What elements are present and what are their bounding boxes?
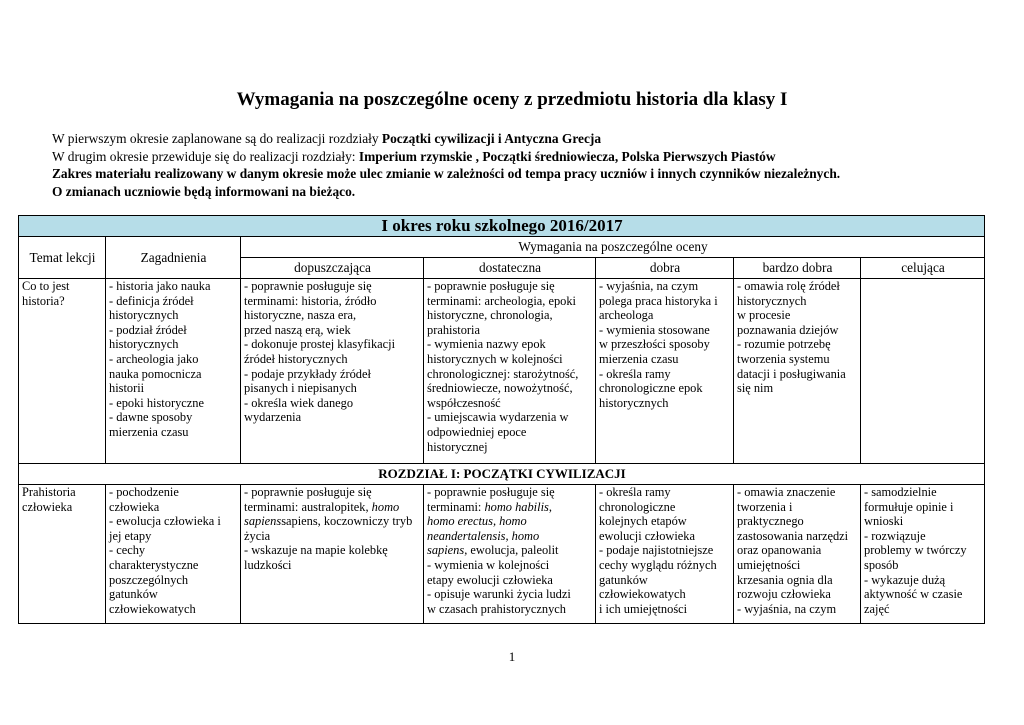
cell-line: praktycznego — [737, 514, 804, 529]
issues-cell — [106, 485, 241, 624]
intro-line-1: W pierwszym okresie zaplanowane są do realizacji rozdziały Początki cywilizacji i Antyczna Grecja — [52, 131, 602, 146]
cell-line: - samodzielnie — [864, 485, 937, 499]
cell-line: poszczególnych — [109, 572, 189, 587]
period-title: I okres roku szkolnego 2016/2017 — [19, 216, 985, 237]
cell-line: sapiens, ewolucja, paleolit — [427, 543, 559, 558]
cell-line: - wykazuje dużą — [864, 572, 946, 587]
cell-line: aktywność w czasie — [864, 587, 963, 602]
cell-line: - wskazuje na mapie kolebkę — [244, 543, 388, 558]
grade-cell-dopuszczajaca — [241, 485, 424, 624]
cell-line: - ewolucja człowieka i — [109, 514, 221, 529]
cell-line: - określa ramy — [599, 366, 671, 381]
cell-line: tworzenia i — [737, 499, 793, 514]
cell-line: w procesie — [737, 308, 791, 323]
grade-header: celująca — [861, 258, 985, 279]
grade-cell-celujaca — [861, 279, 985, 464]
topic-cell — [19, 485, 106, 624]
cell-line: sposób — [864, 557, 899, 572]
cell-line: historyczne, nasza era, — [244, 308, 357, 323]
period-header-row — [19, 216, 985, 237]
cell-line: - dokonuje prostej klasyfikacji — [244, 337, 396, 352]
header-row-1 — [19, 237, 985, 258]
cell-line: - epoki historyczne — [109, 395, 204, 410]
cell-line: człowiekowatych — [599, 587, 686, 602]
cell-line: charakterystyczne — [109, 557, 199, 572]
cell-line: historycznych — [109, 337, 179, 352]
intro-line-2: W drugim okresie przewiduje się do realizacji rozdziały: Imperium rzymskie , Początki średniowiecza, Polska Pierwszych Piastów — [52, 148, 776, 164]
cell-line: - omawia znaczenie — [737, 485, 836, 499]
cell-line: rozwoju człowieka — [737, 587, 831, 602]
cell-line: ewolucji człowieka — [599, 528, 695, 543]
table-row — [19, 279, 985, 464]
cell-line: historycznych w kolejności — [427, 351, 563, 366]
cell-line: polega praca historyka i — [599, 293, 718, 308]
grade-cell-dobra — [596, 485, 734, 624]
grade-header: dobra — [596, 258, 734, 279]
cell-line: historycznych — [599, 395, 669, 410]
cell-line: historyczne, chronologia, — [427, 308, 553, 323]
topic-cell — [19, 279, 106, 464]
intro-line-3: Zakres materiału realizowany w danym okresie może ulec zmianie w zależności od tempa pracy uczniów i innych czynników niezależnych. — [52, 166, 841, 181]
cell-line: - rozwiązuje — [864, 528, 926, 543]
cell-line: tworzenia systemu — [737, 351, 830, 366]
grade-cell-bardzo-dobra — [734, 485, 861, 624]
cell-line: pisanych i niepisanych — [244, 381, 357, 396]
cell-line: krzesania ognia dla — [737, 572, 833, 587]
cell-line: - wymienia w kolejności — [427, 557, 550, 572]
cell-line: historii — [109, 381, 145, 396]
cell-line: - wyjaśnia, na czym — [737, 601, 837, 616]
cell-line: - rozumie potrzebę — [737, 337, 831, 352]
cell-line: - podział źródeł — [109, 322, 187, 337]
cell-line: chronologiczne — [599, 499, 676, 514]
cell-line: człowieka — [109, 499, 160, 514]
intro-line-4: O zmianach uczniowie będą informowani na bieżąco. — [52, 183, 356, 199]
cell-line: neandertalensis, homo — [427, 528, 540, 543]
cell-line: - określa ramy — [599, 485, 671, 499]
grade-header: dopuszczająca — [241, 258, 424, 279]
cell-line: ludzkości — [244, 557, 292, 572]
cell-line: jej etapy — [109, 528, 152, 543]
intro-text — [52, 130, 992, 200]
cell-line: wydarzenia — [244, 410, 302, 425]
requirements-table — [18, 215, 985, 624]
cell-line: - podaje najistotniejsze — [599, 543, 714, 558]
cell-line: - pochodzenie — [109, 485, 179, 499]
cell-line: poznawania dziejów — [737, 322, 839, 337]
cell-line: historycznej — [427, 439, 488, 454]
cell-line: i ich umiejętności — [599, 601, 688, 616]
cell-line: mierzenia czasu — [109, 424, 189, 439]
cell-line: odpowiedniej epoce — [427, 424, 527, 439]
grade-cell-celujaca — [861, 485, 985, 624]
cell-line: współczesność — [427, 395, 501, 410]
cell-line: historycznych — [109, 308, 179, 323]
cell-line: kolejnych etapów — [599, 514, 687, 529]
cell-line: historycznych — [737, 293, 807, 308]
grade-cell-dostateczna — [424, 279, 596, 464]
cell-line: - poprawnie posługuje się — [244, 485, 372, 499]
grade-cell-dobra — [596, 279, 734, 464]
cell-line: - archeologia jako — [109, 351, 199, 366]
cell-line: chronologiczne epok — [599, 381, 703, 396]
cell-line: terminami: homo habilis, — [427, 499, 552, 514]
cell-line: terminami: australopitek, homo — [244, 499, 400, 514]
cell-line: problemy w twórczy — [864, 543, 967, 558]
cell-line: - wymienia stosowane — [599, 322, 710, 337]
cell-line: datacji i posługiwania — [737, 366, 846, 381]
col-header-issues: Zagadnienia — [106, 237, 241, 279]
cell-line: chronologicznej: starożytność, — [427, 366, 579, 381]
page-number: 1 — [508, 649, 516, 664]
cell-line: - umiejscawia wydarzenia w — [427, 410, 569, 425]
page-title: Wymagania na poszczególne oceny z przedmiotu historia dla klasy I — [236, 89, 788, 110]
cell-line: oraz opanowania — [737, 543, 822, 558]
col-header-topic: Temat lekcji — [19, 237, 106, 279]
col-header-requirements: Wymagania na poszczególne oceny — [241, 237, 985, 258]
cell-line: - wymienia nazwy epok — [427, 337, 546, 352]
cell-line: człowieka — [22, 499, 73, 514]
table-row — [19, 485, 985, 624]
cell-line: się nim — [737, 381, 774, 396]
cell-line: gatunków — [109, 587, 158, 602]
grade-cell-bardzo-dobra — [734, 279, 861, 464]
cell-line: terminami: archeologia, epoki — [427, 293, 576, 308]
cell-line: wnioski — [864, 514, 904, 529]
cell-line: - dawne sposoby — [109, 410, 193, 425]
cell-line: - historia jako nauka — [109, 279, 211, 293]
grade-header: dostateczna — [424, 258, 596, 279]
cell-line: zastosowania narzędzi — [737, 528, 849, 543]
cell-line: - opisuje warunki życia ludzi — [427, 587, 571, 602]
cell-line: archeologa — [599, 308, 654, 323]
chapter-title: ROZDZIAŁ I: POCZĄTKI CYWILIZACJI — [19, 464, 985, 485]
cell-line: w czasach prahistorycznych — [427, 601, 566, 616]
cell-line: - poprawnie posługuje się — [427, 485, 555, 499]
cell-line: Prahistoria — [22, 485, 76, 499]
cell-line: w przeszłości sposoby — [599, 337, 710, 352]
cell-line: formułuje opinie i — [864, 499, 954, 514]
cell-line: mierzenia czasu — [599, 351, 679, 366]
cell-line: - cechy — [109, 543, 146, 558]
cell-line: prahistoria — [427, 322, 480, 337]
cell-line: przed naszą erą, wiek — [244, 322, 351, 337]
cell-line: źródeł historycznych — [244, 351, 348, 366]
cell-line: średniowiecze, nowożytność, — [427, 381, 573, 396]
cell-line: etapy ewolucji człowieka — [427, 572, 553, 587]
cell-line: - omawia rolę źródeł — [737, 279, 840, 293]
cell-line: sapienssapiens, koczowniczy tryb — [244, 514, 413, 529]
grade-cell-dopuszczajaca — [241, 279, 424, 464]
cell-line: - definicja źródeł — [109, 293, 194, 308]
cell-line: Co to jest — [22, 279, 70, 293]
cell-line: życia — [244, 528, 271, 543]
cell-line: - określa wiek danego — [244, 395, 354, 410]
cell-line: - poprawnie posługuje się — [427, 279, 555, 293]
cell-line: człowiekowatych — [109, 601, 196, 616]
cell-line: historia? — [22, 293, 65, 308]
cell-line: gatunków — [599, 572, 648, 587]
cell-line: - podaje przykłady źródeł — [244, 366, 371, 381]
cell-line: homo erectus, homo — [427, 514, 527, 529]
cell-line: cechy wyglądu różnych — [599, 557, 717, 572]
issues-cell — [106, 279, 241, 464]
cell-line: - poprawnie posługuje się — [244, 279, 372, 293]
cell-line: zajęć — [864, 601, 890, 616]
grade-header: bardzo dobra — [734, 258, 861, 279]
cell-line: terminami: historia, źródło — [244, 293, 377, 308]
cell-line: nauka pomocnicza — [109, 366, 202, 381]
chapter-row — [19, 464, 985, 485]
cell-line: umiejętności — [737, 557, 801, 572]
grade-cell-dostateczna — [424, 485, 596, 624]
cell-line: - wyjaśnia, na czym — [599, 279, 699, 293]
